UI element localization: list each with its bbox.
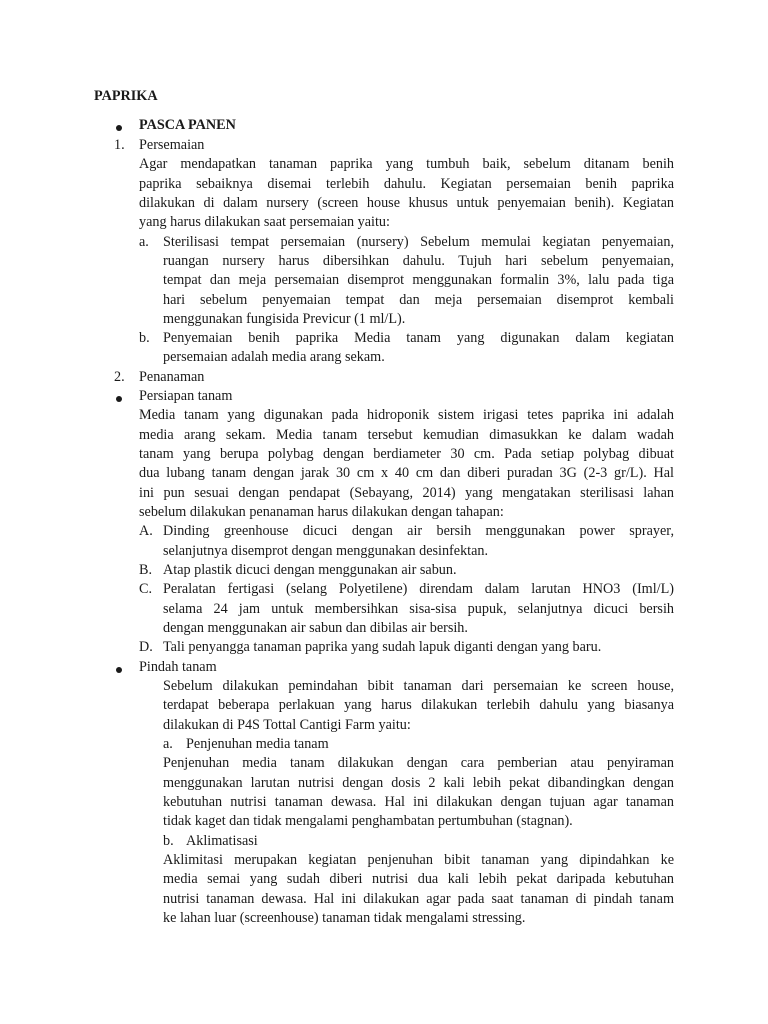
paragraph-line: ini pun sesuai dengan pendapat (Sebayang, 2014) yang mengatakan sterilisasi lahan: [139, 485, 674, 501]
subsection-heading: Penanaman: [139, 369, 205, 385]
list-item-line: hari sebelum penyemaian tempat dan meja persemaian disemprot kembali: [163, 292, 674, 308]
bullet-icon: [116, 667, 122, 673]
list-item-line: persemaian adalah media arang sekam.: [163, 349, 385, 365]
paragraph-line: tanam yang berupa polybag dengan berdiameter 30 cm. Pada setiap polybag dibuat: [139, 446, 674, 462]
list-item-line: Sterilisasi tempat persemaian (nursery) Sebelum memulai kegiatan penyemaian,: [163, 234, 674, 250]
paragraph-line: yang harus dilakukan saat persemaian yaitu:: [139, 214, 390, 230]
paragraph-line: media arang sekam. Media tanam tersebut kemudian dimasukkan ke dalam wadah: [139, 427, 674, 443]
list-marker: b.: [139, 330, 150, 346]
paragraph-line: kebutuhan nutrisi tanaman dewasa. Hal ini dilakukan dengan tujuan agar tanaman: [163, 794, 674, 810]
list-marker: a.: [139, 234, 149, 250]
paragraph-line: Agar mendapatkan tanaman paprika yang tumbuh baik, sebelum ditanam benih: [139, 156, 674, 172]
subsection-heading: Persiapan tanam: [139, 388, 233, 404]
paragraph-line: nutrisi tanaman dewasa. Hal ini dilakukan agar pada saat tanaman di pindah tanam: [163, 891, 674, 907]
list-marker: a.: [163, 736, 173, 752]
paragraph-line: Media tanam yang digunakan pada hidroponik sistem irigasi tetes paprika ini adalah: [139, 407, 674, 423]
list-item-line: Penyemaian benih paprika Media tanam yang digunakan dalam kegiatan: [163, 330, 674, 346]
paragraph-line: sebelum dilakukan penanaman harus dilakukan dengan tahapan:: [139, 504, 504, 520]
list-marker: C.: [139, 581, 153, 597]
paragraph-line: menggunakan larutan nutrisi dengan dosis 2 kali lebih pekat dibandingkan dengan: [163, 775, 674, 791]
paragraph-line: tidak kaget dan tidak mengalami penghambatan pertumbuhan (stagnan).: [163, 813, 573, 829]
list-marker: D.: [139, 639, 153, 655]
paragraph-line: terdapat beberapa perlakuan yang harus dilakukan terlebih dahulu yang biasanya: [163, 697, 674, 713]
document-title: PAPRIKA: [94, 88, 158, 104]
paragraph-line: Aklimitasi merupakan kegiatan penjenuhan bibit tanaman yang dipindahkan ke: [163, 852, 674, 868]
paragraph-line: dilakukan di dalam nursery (screen house khusus untuk penyemaian benih). Kegiatan: [139, 195, 674, 211]
list-marker: A.: [139, 523, 153, 539]
list-number: 1.: [114, 137, 125, 153]
bullet-icon: [116, 125, 122, 131]
list-item-line: menggunakan fungisida Previcur (1 ml/L).: [163, 311, 406, 327]
list-marker: B.: [139, 562, 153, 578]
list-item-line: ruangan nursery harus dibersihkan dahulu. Tujuh hari sebelum penyemaian,: [163, 253, 674, 269]
list-item-line: dengan menggunakan air sabun dan dibilas air bersih.: [163, 620, 468, 636]
subsection-heading: Persemaian: [139, 137, 205, 153]
list-item-heading: Aklimatisasi: [186, 833, 258, 849]
paragraph-line: dilakukan di P4S Tottal Cantigi Farm yaitu:: [163, 717, 411, 733]
section-heading: PASCA PANEN: [139, 117, 236, 133]
list-item-line: Atap plastik dicuci dengan menggunakan air sabun.: [163, 562, 457, 578]
list-item-line: Peralatan fertigasi (selang Polyetilene) direndam dalam larutan HNO3 (Iml/L): [163, 581, 674, 597]
bullet-icon: [116, 396, 122, 402]
list-item-line: Dinding greenhouse dicuci dengan air bersih menggunakan power sprayer,: [163, 523, 674, 539]
list-item-line: tempat dan meja persemaian disemprot menggunakan formalin 3%, lalu pada tiga: [163, 272, 674, 288]
paragraph-line: Penjenuhan media tanam dilakukan dengan cara pemberian atau penyiraman: [163, 755, 674, 771]
list-marker: b.: [163, 833, 174, 849]
list-item-heading: Penjenuhan media tanam: [186, 736, 329, 752]
list-number: 2.: [114, 369, 125, 385]
paragraph-line: ke lahan luar (screenhouse) tanaman tidak mengalami stressing.: [163, 910, 526, 926]
paragraph-line: Sebelum dilakukan pemindahan bibit tanaman dari persemaian ke screen house,: [163, 678, 674, 694]
subsection-heading: Pindah tanam: [139, 659, 217, 675]
paragraph-line: paprika sebaiknya disemai terlebih dahulu. Kegiatan persemaian benih paprika: [139, 176, 674, 192]
list-item-line: selanjutnya disemprot dengan menggunakan desinfektan.: [163, 543, 489, 559]
paragraph-line: media semai yang sudah diberi nutrisi dua kali lebih pekat daripada kebutuhan: [163, 871, 674, 887]
list-item-line: selama 24 jam untuk membersihkan sisa-sisa pupuk, selanjutnya dicuci bersih: [163, 601, 674, 617]
list-item-line: Tali penyangga tanaman paprika yang sudah lapuk diganti dengan yang baru.: [163, 639, 602, 655]
paragraph-line: dua lubang tanam dengan jarak 30 cm x 40 cm dan diberi puradan 3G (2-3 gr/L). Hal: [139, 465, 674, 481]
